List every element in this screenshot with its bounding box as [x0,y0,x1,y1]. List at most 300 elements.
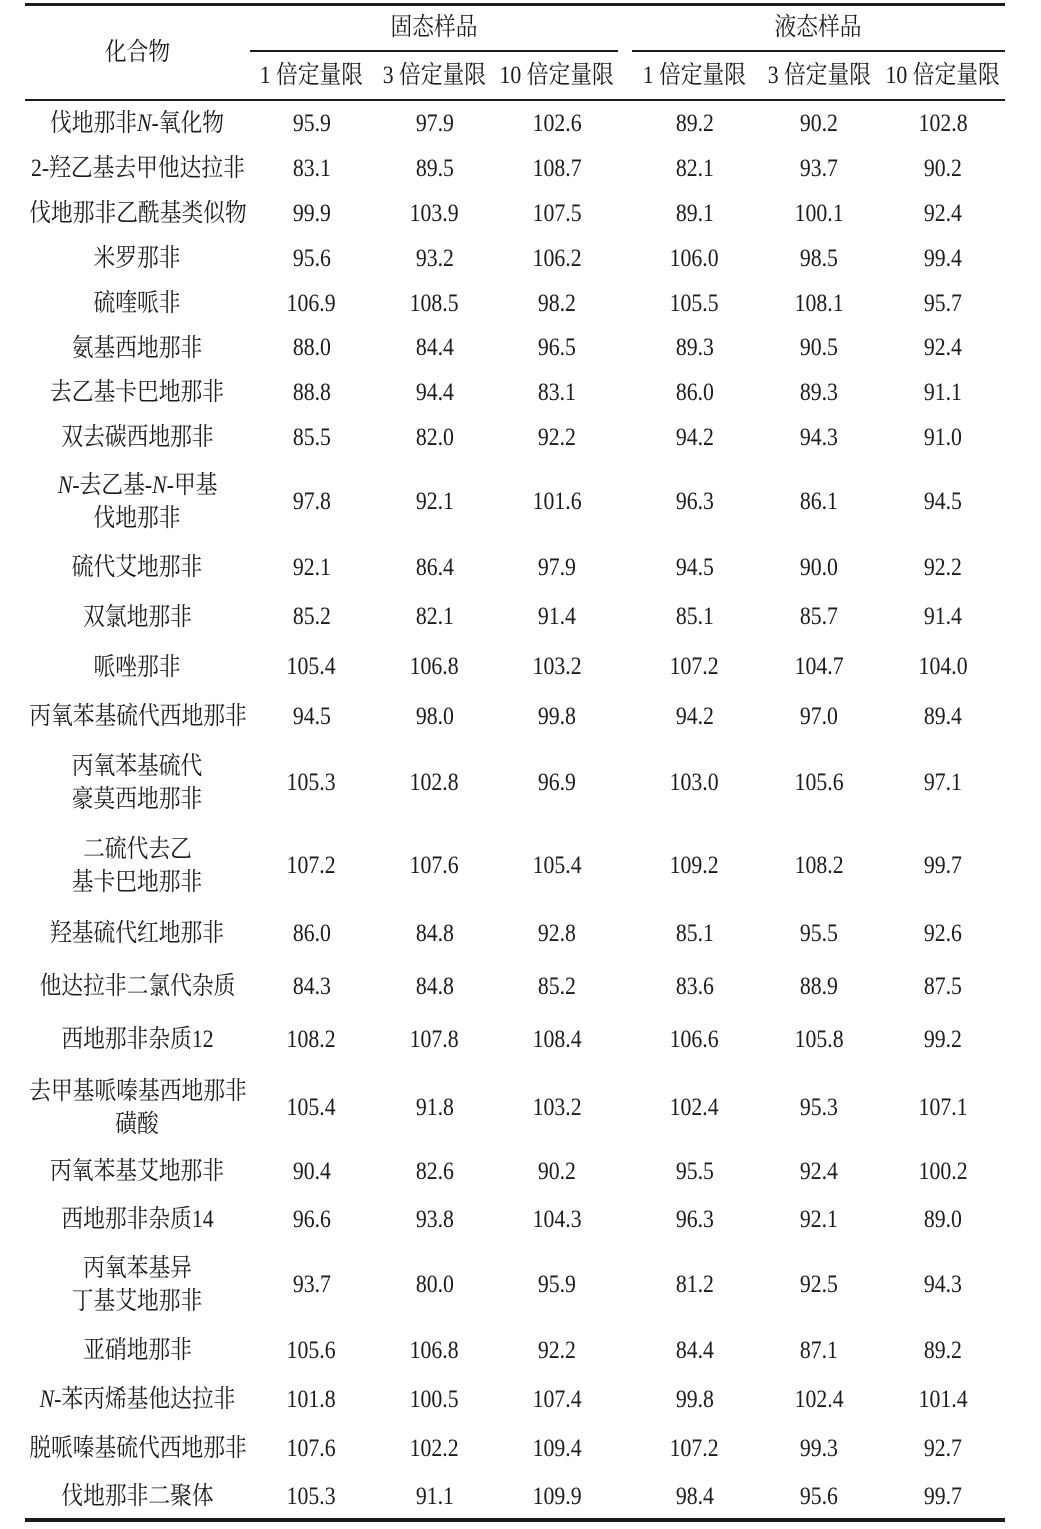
solid-10x-loq-cell [496,281,618,326]
solid-10x-loq-cell [496,741,618,824]
table-row [25,1377,1005,1422]
liquid-10x-loq-cell [881,1475,1005,1518]
liquid-10x-loq-cell [881,326,1005,370]
liquid-1x-loq-value: 89.2 [675,109,714,137]
solid-10x-loq-value: 103.2 [532,653,582,680]
compound-name-line: 西地那非杂质12 [61,1026,214,1053]
column-gap [618,460,632,543]
liquid-1x-loq-cell [632,741,757,824]
liquid-3x-loq-value: 95.3 [799,1093,839,1121]
liquid-3x-loq-value: 92.5 [799,1270,839,1298]
solid-3x-loq-cell [373,236,496,281]
column-gap [618,101,632,146]
solid-1x-loq-value: 96.6 [292,1205,331,1233]
solid-3x-loq-value: 82.0 [415,423,454,451]
compound-name-line: 伐地那非 [93,504,181,532]
solid-1x-loq-cell [250,1475,373,1518]
solid-1x-loq-cell [250,236,373,281]
solid-1x-loq-cell [250,642,373,692]
solid-3x-loq-cell [373,642,496,692]
solid-10x-loq-cell [496,101,618,146]
solid-3x-loq-cell [373,692,496,741]
solid-3x-loq-value: 82.6 [415,1157,454,1185]
liquid-3x-loq-cell [757,146,881,191]
solid-10x-loq-cell [496,642,618,692]
liquid-1x-loq-cell [632,907,757,960]
solid-10x-loq-cell [496,592,618,642]
liquid-10x-loq-cell [881,1324,1005,1377]
compound-name-cell [25,543,250,592]
liquid-3x-loq-value: 99.3 [799,1434,839,1462]
liquid-10x-loq-value: 89.0 [923,1205,963,1233]
liquid-3x-loq-cell [757,692,881,741]
liquid-10x-loq-value: 94.3 [923,1270,963,1298]
column-gap [618,281,632,326]
compound-name-line: 伐地那非乙酰基类似物 [28,200,247,227]
solid-3x-loq-cell [373,370,496,415]
compound-name-cell [25,692,250,741]
liquid-1x-loq-value: 106.0 [670,244,719,272]
liquid-10x-loq-value: 92.2 [923,553,963,581]
header-solid-10x-loq [496,53,618,99]
recovery-table [25,0,1005,1529]
compound-name-line: 西地那非杂质14 [61,1206,214,1233]
solid-3x-loq-cell [373,1324,496,1377]
compound-name-cell [25,960,250,1013]
liquid-1x-loq-value: 89.1 [675,199,714,227]
solid-1x-loq-cell [250,326,373,370]
liquid-10x-loq-value: 99.7 [923,851,963,879]
solid-3x-loq-cell [373,824,496,907]
solid-3x-loq-value: 84.8 [415,972,454,1000]
solid-10x-loq-value: 95.9 [537,1270,577,1298]
solid-1x-loq-value: 95.9 [292,109,331,137]
table-row [25,146,1005,191]
solid-10x-loq-cell [496,236,618,281]
solid-3x-loq-cell [373,281,496,326]
column-gap [618,692,632,741]
compound-name-line: 亚硝地那非 [83,1337,192,1364]
liquid-10x-loq-value: 87.5 [923,972,963,1000]
solid-3x-loq-cell [373,907,496,960]
liquid-10x-loq-value: 94.5 [923,487,963,515]
liquid-3x-loq-cell [757,460,881,543]
liquid-1x-loq-cell [632,146,757,191]
solid-10x-loq-value: 101.6 [532,487,582,515]
liquid-10x-loq-value: 102.8 [918,109,968,137]
solid-3x-loq-cell [373,1377,496,1422]
column-gap [618,1194,632,1245]
liquid-3x-loq-value: 105.8 [794,1025,844,1053]
table-row [25,1013,1005,1066]
solid-3x-loq-value: 103.9 [410,199,459,227]
liquid-3x-loq-value: 89.3 [799,378,839,406]
liquid-1x-loq-value: 85.1 [675,603,714,630]
solid-3x-loq-cell [373,415,496,460]
liquid-1x-loq-value: 89.3 [675,334,714,361]
compound-name-line: 丙氧苯基异 [83,1254,192,1282]
solid-1x-loq-value: 86.0 [292,919,331,947]
liquid-3x-loq-cell [757,1066,881,1149]
liquid-1x-loq-cell [632,1013,757,1066]
solid-10x-loq-cell [496,326,618,370]
liquid-1x-loq-cell [632,824,757,907]
liquid-1x-loq-value: 83.6 [675,972,714,1000]
solid-3x-loq-value: 106.8 [410,653,459,680]
solid-3x-loq-cell [373,960,496,1013]
column-gap [618,1377,632,1422]
liquid-10x-loq-value: 92.6 [923,919,963,947]
solid-3x-loq-cell [373,191,496,236]
solid-10x-loq-value: 92.2 [537,423,577,451]
liquid-3x-loq-value: 95.5 [799,919,839,947]
liquid-10x-loq-value: 89.4 [923,702,963,730]
compound-name-cell [25,907,250,960]
liquid-3x-loq-cell [757,326,881,370]
table-rows [25,101,1005,1518]
liquid-10x-loq-value: 92.7 [923,1434,963,1462]
solid-10x-loq-cell [496,146,618,191]
liquid-1x-loq-cell [632,592,757,642]
liquid-3x-loq-value: 92.1 [799,1205,839,1233]
compound-name-line: 氨基西地那非 [72,334,203,362]
liquid-10x-loq-cell [881,1422,1005,1475]
liquid-3x-loq-value: 90.5 [799,334,839,361]
solid-1x-loq-value: 107.2 [287,851,336,879]
liquid-3x-loq-cell [757,1013,881,1066]
solid-1x-loq-value: 97.8 [292,487,331,515]
solid-10x-loq-value: 103.2 [532,1093,582,1121]
table-row [25,281,1005,326]
liquid-10x-loq-cell [881,1377,1005,1422]
solid-10x-loq-value: 92.8 [537,919,577,947]
liquid-10x-loq-value: 107.1 [918,1093,968,1121]
table-row [25,592,1005,642]
solid-3x-loq-value: 84.4 [415,334,454,361]
solid-10x-loq-value: 97.9 [537,553,577,581]
header-compound-cell [25,6,250,99]
solid-10x-loq-cell [496,370,618,415]
solid-3x-loq-cell [373,741,496,824]
solid-10x-loq-cell [496,460,618,543]
liquid-10x-loq-cell [881,1066,1005,1149]
liquid-1x-loq-value: 95.5 [675,1157,714,1185]
liquid-10x-loq-cell [881,543,1005,592]
liquid-3x-loq-value: 87.1 [799,1336,839,1364]
header-group-liquid-label: 液态样品 [774,14,862,41]
solid-1x-loq-value: 106.9 [287,289,336,317]
compound-name-line: 磺酸 [115,1110,160,1138]
solid-10x-loq-value: 105.4 [532,851,582,879]
liquid-3x-loq-cell [757,824,881,907]
table-row [25,1194,1005,1245]
solid-3x-loq-value: 80.0 [415,1270,454,1298]
header-solid-1x-loq [250,53,373,99]
liquid-1x-loq-cell [632,370,757,415]
liquid-1x-loq-cell [632,101,757,146]
liquid-3x-loq-value: 86.1 [799,487,839,515]
solid-10x-loq-value: 109.4 [532,1434,582,1462]
column-gap [618,824,632,907]
solid-1x-loq-value: 88.0 [292,334,331,361]
solid-3x-loq-value: 84.8 [415,919,454,947]
table-row [25,1149,1005,1194]
solid-1x-loq-value: 84.3 [292,972,331,1000]
liquid-1x-loq-cell [632,1245,757,1324]
solid-10x-loq-cell [496,543,618,592]
solid-1x-loq-value: 105.3 [287,1482,336,1510]
table-row [25,1066,1005,1149]
liquid-3x-loq-cell [757,415,881,460]
solid-1x-loq-cell [250,1066,373,1149]
liquid-1x-loq-cell [632,191,757,236]
liquid-10x-loq-value: 101.4 [918,1385,968,1413]
solid-3x-loq-cell [373,326,496,370]
liquid-3x-loq-cell [757,1377,881,1422]
liquid-10x-loq-value: 92.4 [923,334,963,361]
liquid-10x-loq-cell [881,642,1005,692]
solid-1x-loq-cell [250,415,373,460]
solid-1x-loq-cell [250,1149,373,1194]
column-gap [618,907,632,960]
table-row [25,1245,1005,1324]
liquid-10x-loq-cell [881,415,1005,460]
liquid-1x-loq-cell [632,460,757,543]
solid-3x-loq-value: 107.8 [410,1025,459,1053]
solid-1x-loq-value: 85.5 [292,423,331,451]
column-gap [618,1149,632,1194]
liquid-1x-loq-value: 102.4 [670,1093,719,1121]
liquid-1x-loq-cell [632,415,757,460]
compound-name-cell [25,1149,250,1194]
column-gap [618,415,632,460]
liquid-1x-loq-cell [632,1475,757,1518]
compound-name-line: 哌唑那非 [93,653,181,681]
header-liquid-1x-loq-label: 1 倍定量限 [642,62,747,89]
liquid-3x-loq-cell [757,642,881,692]
solid-1x-loq-value: 101.8 [287,1385,336,1413]
header-solid-10x-loq-label: 10 倍定量限 [499,62,615,89]
liquid-3x-loq-cell [757,1475,881,1518]
liquid-10x-loq-cell [881,741,1005,824]
liquid-10x-loq-value: 100.2 [918,1157,968,1185]
liquid-10x-loq-cell [881,824,1005,907]
solid-1x-loq-cell [250,592,373,642]
compound-name-cell [25,370,250,415]
compound-name-line: 双氯地那非 [83,603,192,631]
compound-name-cell [25,642,250,692]
liquid-3x-loq-value: 98.5 [799,244,839,272]
solid-10x-loq-cell [496,960,618,1013]
solid-10x-loq-cell [496,1245,618,1324]
solid-1x-loq-value: 107.6 [287,1434,336,1462]
compound-name-line: 丙氧苯基艾地那非 [50,1158,225,1185]
table-row [25,101,1005,146]
compound-name-line: 丙氧苯基硫代 [72,752,203,780]
solid-10x-loq-value: 108.7 [532,154,582,182]
column-gap [618,543,632,592]
table-body [25,101,1005,1522]
solid-1x-loq-value: 88.8 [292,378,331,406]
column-gap [618,326,632,370]
liquid-3x-loq-cell [757,960,881,1013]
solid-1x-loq-cell [250,1194,373,1245]
table-row [25,907,1005,960]
compound-name-line: 伐地那非N-氧化物 [50,110,225,137]
solid-10x-loq-cell [496,907,618,960]
compound-name-cell [25,1194,250,1245]
liquid-3x-loq-cell [757,191,881,236]
liquid-3x-loq-cell [757,543,881,592]
bottom-rule [25,1518,1005,1522]
compound-name-cell [25,1422,250,1475]
compound-name-cell [25,1245,250,1324]
compound-name-line: 去乙基卡巴地那非 [50,379,225,406]
solid-1x-loq-cell [250,1324,373,1377]
liquid-10x-loq-value: 97.1 [923,768,963,796]
solid-3x-loq-cell [373,592,496,642]
solid-1x-loq-value: 93.7 [292,1270,331,1298]
liquid-1x-loq-value: 94.5 [675,553,714,581]
compound-name-cell [25,1324,250,1377]
solid-3x-loq-value: 102.8 [410,768,459,796]
liquid-10x-loq-cell [881,907,1005,960]
solid-10x-loq-cell [496,1066,618,1149]
solid-10x-loq-cell [496,1324,618,1377]
liquid-3x-loq-cell [757,1245,881,1324]
liquid-10x-loq-value: 91.0 [923,423,963,451]
compound-name-line: 他达拉非二氯代杂质 [39,973,236,1000]
liquid-1x-loq-value: 103.0 [670,768,719,796]
compound-name-line: 二硫代去乙 [83,835,192,863]
liquid-10x-loq-cell [881,1194,1005,1245]
solid-1x-loq-cell [250,281,373,326]
header-group-liquid [632,6,1005,52]
solid-3x-loq-value: 91.1 [415,1482,454,1510]
liquid-3x-loq-value: 104.7 [794,653,844,680]
liquid-10x-loq-cell [881,592,1005,642]
liquid-3x-loq-cell [757,281,881,326]
column-gap [618,592,632,642]
solid-10x-loq-value: 107.4 [532,1385,582,1413]
column-gap [618,1475,632,1518]
solid-3x-loq-cell [373,1066,496,1149]
compound-name-cell [25,146,250,191]
compound-name-line: 硫喹哌非 [93,290,181,317]
liquid-1x-loq-value: 81.2 [675,1270,714,1298]
solid-1x-loq-value: 90.4 [292,1157,331,1185]
solid-1x-loq-value: 108.2 [287,1025,336,1053]
table-row [25,824,1005,907]
compound-name-line: 伐地那非二聚体 [61,1483,214,1510]
liquid-1x-loq-value: 82.1 [675,154,714,182]
solid-10x-loq-value: 109.9 [532,1482,582,1510]
solid-1x-loq-value: 95.6 [292,244,331,272]
liquid-1x-loq-value: 86.0 [675,378,714,406]
solid-1x-loq-value: 83.1 [292,154,331,182]
header-liquid-3x-loq-label: 3 倍定量限 [767,62,871,89]
compound-name-cell [25,824,250,907]
compound-name-cell [25,1013,250,1066]
liquid-10x-loq-cell [881,1149,1005,1194]
liquid-3x-loq-value: 90.0 [799,553,839,581]
liquid-3x-loq-cell [757,1194,881,1245]
solid-3x-loq-value: 86.4 [415,553,454,581]
solid-3x-loq-cell [373,1194,496,1245]
compound-name-cell [25,741,250,824]
liquid-3x-loq-value: 102.4 [794,1385,844,1413]
liquid-1x-loq-value: 99.8 [675,1385,714,1413]
solid-1x-loq-value: 92.1 [292,553,331,581]
solid-3x-loq-value: 91.8 [415,1093,454,1121]
compound-name-cell [25,415,250,460]
solid-3x-loq-cell [373,460,496,543]
compound-name-cell [25,592,250,642]
compound-name-line: 硫代艾地那非 [72,554,203,581]
liquid-10x-loq-value: 99.2 [923,1025,963,1053]
solid-3x-loq-cell [373,1149,496,1194]
solid-1x-loq-cell [250,543,373,592]
solid-1x-loq-cell [250,1245,373,1324]
liquid-1x-loq-cell [632,1194,757,1245]
header-liquid-10x-loq-label: 10 倍定量限 [885,62,1001,89]
liquid-10x-loq-cell [881,692,1005,741]
compound-name-cell [25,101,250,146]
solid-10x-loq-value: 96.5 [537,334,577,361]
liquid-1x-loq-cell [632,326,757,370]
header-group-solid-label: 固态样品 [390,14,478,41]
compound-name-line: 基卡巴地那非 [72,868,203,896]
table-row [25,692,1005,741]
liquid-10x-loq-value: 90.2 [923,154,963,182]
liquid-1x-loq-value: 96.3 [675,1205,714,1233]
table-row [25,460,1005,543]
header-compound-label: 化合物 [104,38,171,66]
liquid-3x-loq-cell [757,1149,881,1194]
liquid-1x-loq-value: 84.4 [675,1336,714,1364]
compound-name-cell [25,1475,250,1518]
solid-10x-loq-cell [496,692,618,741]
solid-10x-loq-value: 90.2 [537,1157,577,1185]
liquid-10x-loq-value: 99.7 [923,1482,963,1510]
liquid-10x-loq-cell [881,236,1005,281]
solid-10x-loq-value: 92.2 [537,1336,577,1364]
solid-1x-loq-value: 105.4 [287,653,336,680]
liquid-3x-loq-value: 85.7 [799,603,839,630]
compound-name-line: 双去碳西地那非 [61,424,214,451]
liquid-10x-loq-value: 91.1 [923,378,963,406]
header-solid-3x-loq [373,53,496,99]
column-gap [618,1013,632,1066]
solid-1x-loq-value: 85.2 [292,603,331,630]
solid-1x-loq-cell [250,960,373,1013]
liquid-3x-loq-value: 105.6 [794,768,844,796]
compound-name-cell [25,1377,250,1422]
column-gap [618,741,632,824]
solid-3x-loq-value: 100.5 [410,1385,459,1413]
solid-1x-loq-cell [250,907,373,960]
liquid-3x-loq-cell [757,907,881,960]
column-gap [618,1066,632,1149]
liquid-1x-loq-value: 105.5 [670,289,719,317]
liquid-3x-loq-cell [757,370,881,415]
liquid-1x-loq-cell [632,236,757,281]
compound-name-line: 羟基硫代红地那非 [50,920,225,947]
column-gap [618,146,632,191]
solid-10x-loq-value: 85.2 [537,972,577,1000]
liquid-10x-loq-cell [881,101,1005,146]
solid-1x-loq-cell [250,824,373,907]
